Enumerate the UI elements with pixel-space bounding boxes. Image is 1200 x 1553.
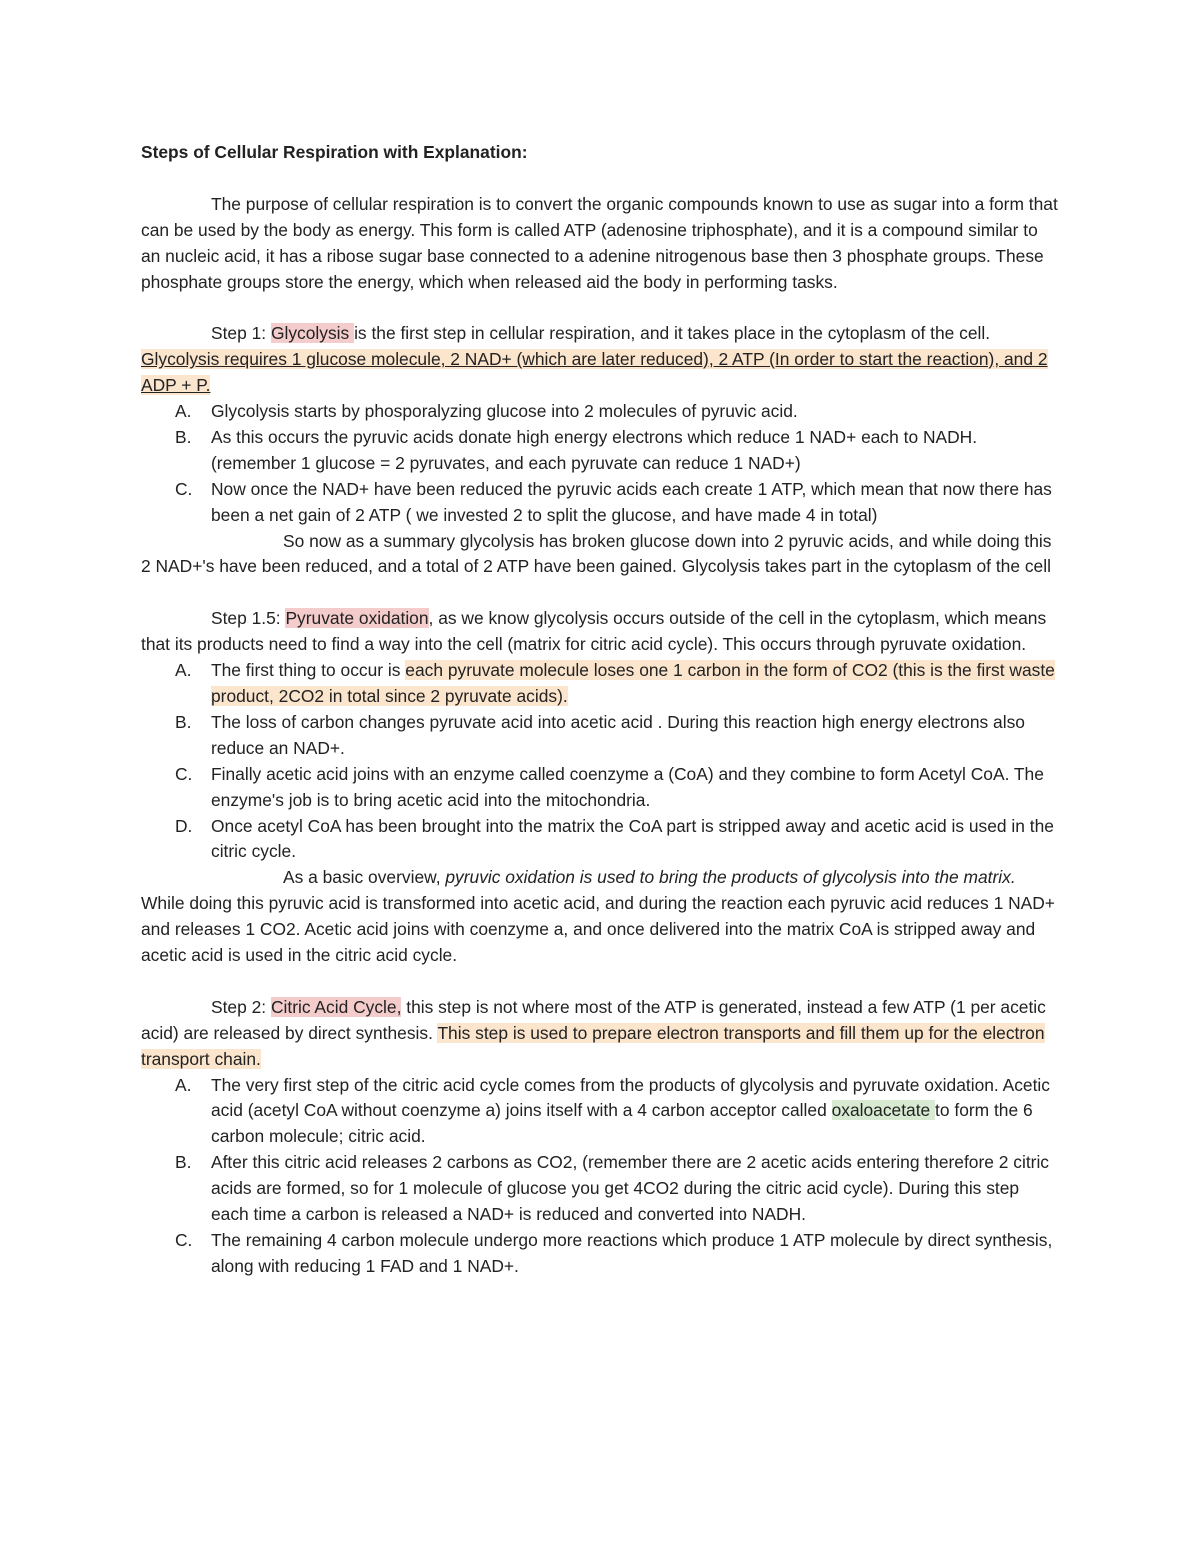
oxaloacetate-term: oxaloacetate xyxy=(831,1100,936,1121)
list-marker: C. xyxy=(175,478,193,499)
list-item-highlight: each pyruvate molecule loses one 1 carbon in the form of CO2 (this is the first waste product, 2CO2 in total since 2 pyruvate acids). xyxy=(211,660,1055,706)
step1-paragraph xyxy=(141,321,1059,399)
list-item xyxy=(141,658,1059,710)
list-item-text: Now once the NAD+ have been reduced the pyruvic acids each create 1 ATP, which mean that now there has been a net gain of 2 ATP ( we invested 2 to split the glucose, and have made 4 in total) xyxy=(211,478,1052,525)
step2-prefix: Step 2: xyxy=(211,996,271,1017)
list-item xyxy=(141,1228,1059,1280)
intro-paragraph: The purpose of cellular respiration is to convert the organic compounds known to use as sugar into a form that can be used by the body as energy. This form is called ATP (adenosine triphosphate), and it is a compound similar to an nucleic acid, it has a ribose sugar base connected to a adenine nitrogenous base then 3 phosphate groups. These phosphate groups store the energy, which when released aid the body in performing tasks. xyxy=(141,193,1058,292)
step2-term: Citric Acid Cycle, xyxy=(270,996,402,1017)
step1-summary: So now as a summary glycolysis has broken glucose down into 2 pyruvic acids, and while doing this 2 NAD+'s have been reduced, and a total of 2 ATP have been gained. Glycolysis takes part in the cytoplasm of the cell xyxy=(141,530,1052,577)
list-item xyxy=(141,762,1059,814)
list-marker: A. xyxy=(175,401,192,422)
step15-text: , as we know glycolysis occurs outside of the cell in the cytoplasm, which means that its products need to find a way into the cell (matrix for citric acid cycle). This occurs through pyruvate oxidation. xyxy=(141,608,1047,655)
list-item xyxy=(141,1150,1059,1228)
list-item-text: As this occurs the pyruvic acids donate high energy electrons which reduce 1 NAD+ each to NADH. (remember 1 glucose = 2 pyruvates, and each pyruvate can reduce 1 NAD+) xyxy=(211,426,978,473)
step15-paragraph xyxy=(141,606,1059,658)
list-item xyxy=(141,1073,1059,1151)
step15-prefix: Step 1.5: xyxy=(211,608,286,629)
list-item xyxy=(141,399,1059,425)
list-item-text: After this citric acid releases 2 carbons as CO2, (remember there are 2 acetic acids entering therefore 2 citric acids are formed, so for 1 molecule of glucose you get 4CO2 during the citric acid cycle). During this step each time a carbon is released a NAD+ is reduced and converted into NADH. xyxy=(211,1152,1050,1225)
list-marker: B. xyxy=(175,1152,192,1173)
spacer xyxy=(141,295,1059,321)
step1-list xyxy=(141,399,1059,529)
step2-text: this step is not where most of the ATP is generated, instead a few ATP (1 per acetic acid) are released by direct synthesis. xyxy=(141,996,1046,1043)
list-item-text-rest: to form the 6 carbon molecule; citric acid. xyxy=(211,1100,1033,1147)
step1-prefix: Step 1: xyxy=(211,323,271,344)
list-marker: C. xyxy=(175,1230,193,1250)
step1-text: is the first step in cellular respiration, and it takes place in the cytoplasm of the cell. xyxy=(354,323,991,344)
list-marker: D. xyxy=(175,815,193,836)
spacer xyxy=(141,580,1059,606)
step2-highlight: This step is used to prepare electron transports and fill them up for the electron transport chain. xyxy=(141,1022,1045,1069)
list-marker: A. xyxy=(175,660,192,681)
list-item-text: Glycolysis starts by phosporalyzing glucose into 2 molecules of pyruvic acid. xyxy=(211,401,798,422)
spacer xyxy=(141,969,1059,995)
step1-term: Glycolysis xyxy=(270,323,355,344)
overview-text: As a basic overview, xyxy=(283,867,446,888)
list-item-text: The remaining 4 carbon molecule undergo more reactions which produce 1 ATP molecule by direct synthesis, along with reducing 1 FAD and 1 NAD+. xyxy=(211,1230,1053,1276)
list-item-text: The first thing to occur is xyxy=(211,660,406,681)
step15-list xyxy=(141,658,1059,865)
list-marker: B. xyxy=(175,711,192,732)
step1-highlight: Glycolysis requires 1 glucose molecule, 2 NAD+ (which are later reduced), 2 ATP (In order to start the reaction), and 2 ADP + P. xyxy=(141,349,1048,396)
list-marker: C. xyxy=(175,763,193,784)
list-item xyxy=(141,477,1059,529)
step15-overview xyxy=(141,865,1059,969)
step15-term: Pyruvate oxidation xyxy=(285,608,429,629)
document-title: Steps of Cellular Respiration with Explanation: xyxy=(141,142,528,162)
list-marker: B. xyxy=(175,426,192,447)
list-item xyxy=(141,814,1059,866)
list-item-text: The loss of carbon changes pyruvate acid into acetic acid . During this reaction high energy electrons also reduce an NAD+. xyxy=(211,711,1025,758)
list-item xyxy=(141,710,1059,762)
spacer xyxy=(141,166,1059,192)
document-page xyxy=(141,140,1059,1280)
list-item-text: Finally acetic acid joins with an enzyme called coenzyme a (CoA) and they combine to form Acetyl CoA. The enzyme's job is to bring acetic acid into the mitochondria. xyxy=(211,763,1044,810)
overview-text-rest: While doing this pyruvic acid is transformed into acetic acid, and during the reaction each pyruvic acid reduces 1 NAD+ and releases 1 CO2. Acetic acid joins with coenzyme a, and once delivered into the matrix CoA is stripped away and acetic acid is used in the citric acid cycle. xyxy=(141,893,1055,966)
list-item xyxy=(141,425,1059,477)
step2-paragraph xyxy=(141,995,1059,1073)
list-item-text: Once acetyl CoA has been brought into the matrix the CoA part is stripped away and acetic acid is used in the citric cycle. xyxy=(211,815,1054,862)
list-marker: A. xyxy=(175,1074,192,1095)
list-item-text: The very first step of the citric acid cycle comes from the products of glycolysis and pyruvate oxidation. Acetic acid (acetyl CoA without coenzyme a) joins itself with a 4 carbon acceptor called xyxy=(211,1074,1050,1121)
overview-italic: pyruvic oxidation is used to bring the products of glycolysis into the matrix. xyxy=(445,867,1016,888)
step2-list xyxy=(141,1073,1059,1280)
